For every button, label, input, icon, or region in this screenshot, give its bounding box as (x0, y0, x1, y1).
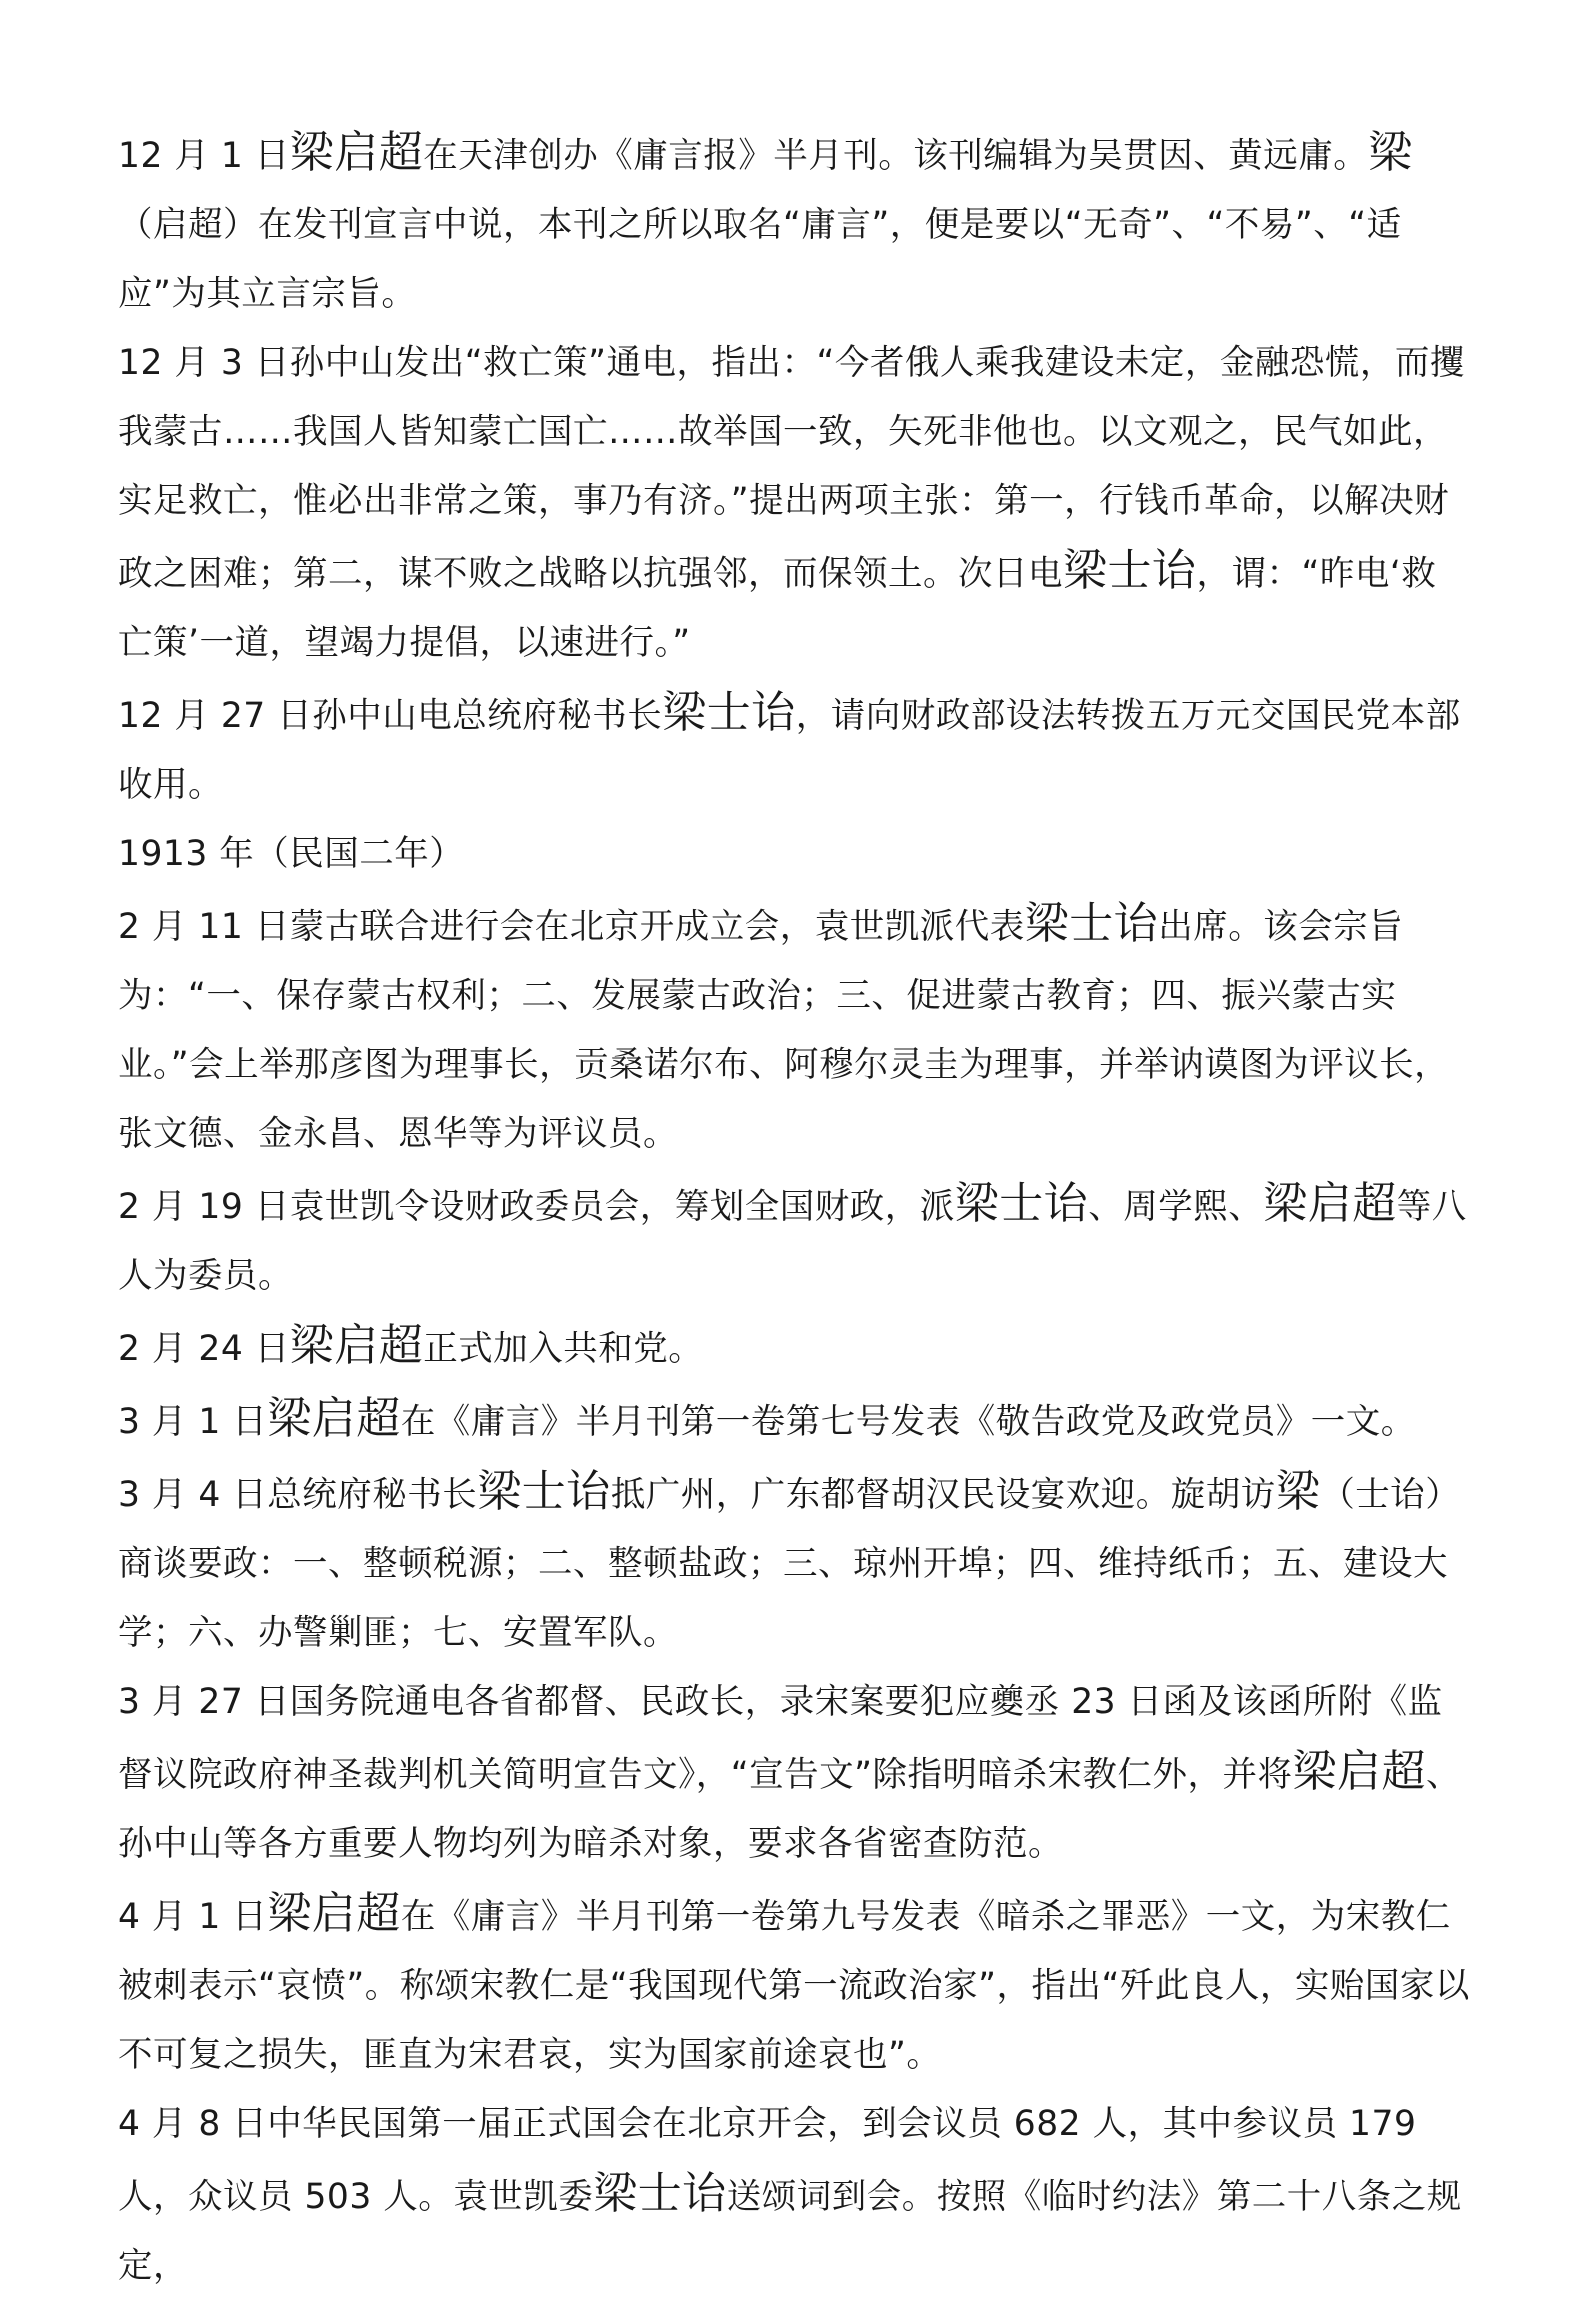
name-highlight: 梁启超 (289, 127, 424, 178)
paragraph-1: 12 月 1 日梁启超在天津创办《庸言报》半月刊。该刊编辑为吴贯因、黄远庸。梁（启超）在发刊宣言中说，本刊之所以取名“庸言”，便是要以“无奇”、“不易”、“适应”为其立言宗旨。 (118, 127, 1413, 314)
document-page (118, 118, 1470, 2301)
paragraph-8: 3 月 1 日梁启超在《庸言》半月刊第一卷第七号发表《敬告政党及政党员》一文。 (118, 1393, 1416, 1444)
paragraph-11: 4 月 1 日梁启超在《庸言》半月刊第一卷第九号发表《暗杀之罪恶》一文，为宋教仁被刺表示“哀愤”。称颂宋教仁是“我国现代第一流政治家”，指出“歼此良人，实贻国家以不可复之损失，匪直为宋君哀，实为国家前途哀也”。 (118, 1888, 1470, 2075)
name-highlight: 梁士诒 (1024, 898, 1159, 949)
name-highlight: 梁士诒 (662, 687, 796, 738)
paragraph-2: 12 月 3 日孙中山发出“救亡策”通电，指出：“今者俄人乘我建设未定，金融恐慌，而攫我蒙古……我国人皆知蒙亡国亡……故举国一致，矢死非他也。以文观之，民气如此，实足救亡，惟必出非常之策，事乃有济。”提出两项主张：第一，行钱币革命，以解决财政之困难；第二，谋不败之战略以抗强邻，而保领土。次日电梁士诒，谓：“昨电‘救亡策’一道，望竭力提倡，以速进行。” (118, 343, 1465, 663)
paragraph-12: 4 月 8 日中华民国第一届正式国会在北京开会，到会议员 682 人，其中参议员 179 人，众议员 503 人。袁世凯委梁士诒送颂词到会。按照《临时约法》第二十八条之规定， (118, 2104, 1462, 2286)
name-highlight: 梁启超 (267, 1888, 401, 1939)
paragraph-6: 2 月 19 日袁世凯令设财政委员会，筹划全国财政，派梁士诒、周学熙、梁启超等八人为委员。 (118, 1178, 1467, 1296)
name-highlight: 梁士诒 (593, 2168, 727, 2219)
name-highlight: 梁士诒 (954, 1178, 1089, 1229)
year-heading: 1913 年（民国二年） (118, 834, 465, 874)
name-highlight: 梁启超 (267, 1393, 401, 1444)
paragraph-3: 12 月 27 日孙中山电总统府秘书长梁士诒，请向财政部设法转拨五万元交国民党本部收用。 (118, 687, 1461, 805)
name-highlight: 梁 (1368, 127, 1413, 178)
paragraph-5: 2 月 11 日蒙古联合进行会在北京开成立会，袁世凯派代表梁士诒出席。该会宗旨为：“一、保存蒙古权利；二、发展蒙古政治；三、促进蒙古教育；四、振兴蒙古实业。”会上举那彦图为理事长，贡桑诺尔布、阿穆尔灵圭为理事，并举讷谟图为评议长，张文德、金永昌、恩华等为评议员。 (118, 898, 1450, 1154)
name-highlight: 梁启超 (1292, 1746, 1426, 1797)
name-highlight: 梁士诒 (477, 1466, 611, 1517)
name-highlight: 梁启超 (289, 1320, 424, 1371)
name-highlight: 梁 (1275, 1466, 1321, 1517)
paragraph-7: 2 月 24 日梁启超正式加入共和党。 (118, 1320, 704, 1371)
paragraph-9: 3 月 4 日总统府秘书长梁士诒抵广州，广东都督胡汉民设宴欢迎。旋胡访梁（士诒）商谈要政：一、整顿税源；二、整顿盐政；三、琼州开埠；四、维持纸币；五、建设大学；六、办警剿匪；七、安置军队。 (118, 1466, 1461, 1653)
name-highlight: 梁启超 (1263, 1178, 1397, 1229)
paragraph-10: 3 月 27 日国务院通电各省都督、民政长，录宋案要犯应夔丞 23 日函及该函所附《监督议院政府神圣裁判机关简明宣告文》，“宣告文”除指明暗杀宋教仁外，并将梁启超、孙中山等各方重要人物均列为暗杀对象，要求各省密查防范。 (118, 1682, 1461, 1864)
name-highlight: 梁士诒 (1063, 545, 1197, 596)
